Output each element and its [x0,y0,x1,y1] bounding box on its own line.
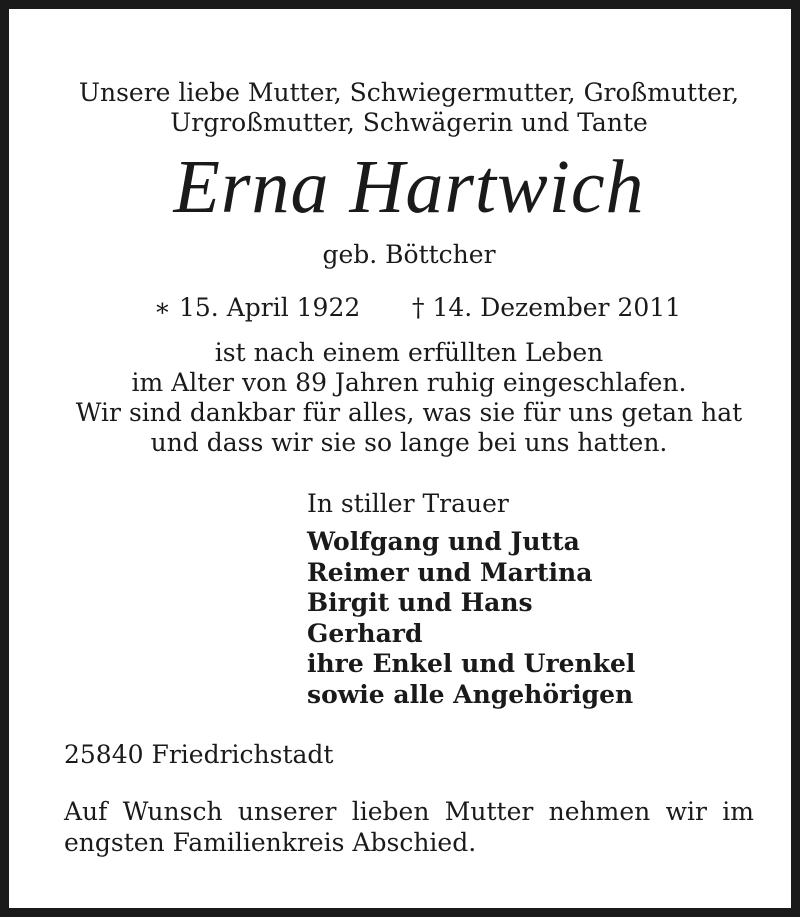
birth-star-icon: ∗ [154,293,171,322]
intro-line: Urgroßmutter, Schwägerin und Tante [170,108,648,137]
mourner-name: Reimer und Martina [307,557,593,587]
death-cross-icon: † [412,293,425,322]
intro-text [9,78,800,138]
intro-line: Unsere liebe Mutter, Schwiegermutter, Großmutter, [78,78,740,107]
mourner-name: Birgit und Hans [307,588,533,617]
closing-note: Auf Wunsch unserer lieben Mutter nehmen wir im engsten Familienkreis Abschied. [64,797,754,857]
mourning-heading: In stiller Trauer [307,489,509,518]
birth-date-text: 15. April 1922 [179,293,361,322]
mourner-name: Wolfgang und Jutta [307,527,580,556]
birth-name: geb. Böttcher [322,240,496,269]
death-date [412,292,681,324]
mourner-name: Gerhard [307,618,423,648]
memorial-message [9,338,800,458]
mourner-name: ihre Enkel und Urenkel [307,649,636,678]
deceased-name: Erna Hartwich [173,145,645,229]
mourner-name: sowie alle Angehörigen [307,679,634,709]
birth-date [154,292,360,324]
message-line: im Alter von 89 Jahren ruhig eingeschlafen. [131,368,687,397]
death-date-text: 14. Dezember 2011 [432,293,682,322]
message-line: und dass wir sie so lange bei uns hatten. [150,428,668,457]
message-line: Wir sind dankbar für alles, was sie für uns getan hat [75,398,743,427]
message-line: ist nach einem erfüllten Leben [214,338,604,367]
mourners-list [307,527,635,710]
location: 25840 Friedrichstadt [64,740,334,769]
